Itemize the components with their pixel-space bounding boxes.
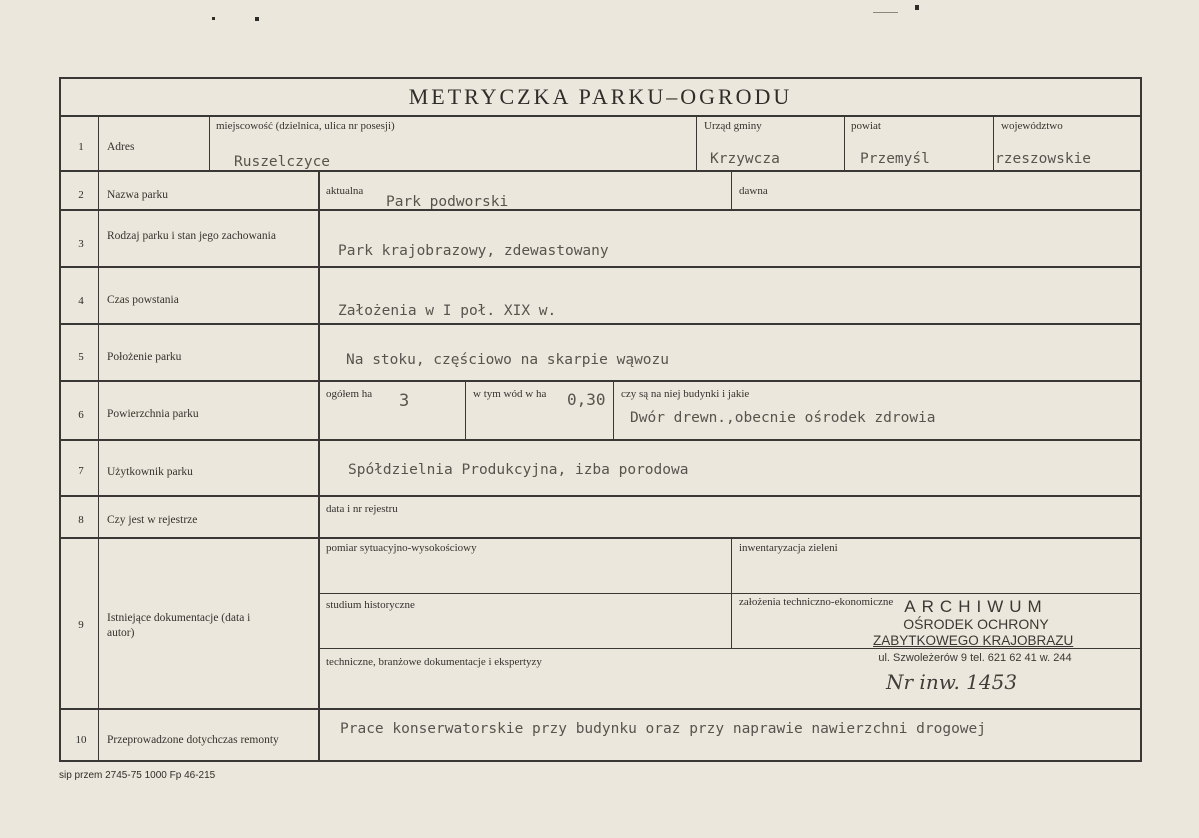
- powiat-label: powiat: [851, 120, 881, 132]
- row-label-repairs: Przeprowadzone dotychczas remonty: [107, 734, 279, 746]
- inventory-number-handwritten: Nr inw. 1453: [886, 670, 1018, 694]
- survey-label: pomiar sytuacyjno-wysokościowy: [326, 542, 477, 554]
- water-area-label: w tym wód w ha: [473, 388, 547, 400]
- row-number: 6: [78, 409, 84, 421]
- location-value: Na stoku, częściowo na skarpie wąwozu: [346, 352, 670, 368]
- row-number: 8: [78, 514, 84, 526]
- total-area-label: ogółem ha: [326, 388, 373, 400]
- buildings-value: Dwór drewn.,obecnie ośrodek zdrowia: [630, 410, 936, 426]
- archive-stamp-subtitle: ZABYTKOWEGO KRAJOBRAZU: [873, 633, 1074, 648]
- row-number: 4: [78, 295, 84, 307]
- water-area-value: 0,30: [567, 390, 606, 409]
- row-number: 5: [78, 351, 84, 363]
- repairs-value: Prace konserwatorskie przy budynku oraz przy naprawie nawierzchni drogowej: [340, 721, 987, 737]
- gmina-value: Krzywcza: [710, 151, 780, 167]
- speck: [212, 17, 215, 20]
- row-label-area: Powierzchnia parku: [107, 408, 199, 420]
- row-label-user: Użytkownik parku: [107, 466, 193, 478]
- row-label-origin: Czas powstania: [107, 294, 179, 306]
- row-number: 10: [75, 734, 87, 746]
- user-value: Spółdzielnia Produkcyjna, izba porodowa: [348, 462, 689, 478]
- register-label: data i nr rejestru: [326, 503, 398, 515]
- row-number: 7: [78, 465, 84, 477]
- technical-econ-label: założenia techniczno-ekonomiczne: [739, 596, 894, 608]
- archive-stamp-institution: OŚRODEK OCHRONY: [903, 616, 1049, 632]
- type-value: Park krajobrazowy, zdewastowany: [338, 243, 609, 259]
- row-label-documentation: Istniejące dokumentacje (data i autor): [107, 612, 251, 639]
- archive-stamp-address: ul. Szwoleżerów 9 tel. 621 62 41 w. 244: [878, 652, 1072, 664]
- row-number: 1: [78, 141, 84, 153]
- current-name-label: aktualna: [326, 185, 364, 197]
- locality-label: miejscowość (dzielnica, ulica nr posesji): [216, 120, 395, 132]
- origin-value: Założenia w I poł. XIX w.: [338, 303, 557, 319]
- wojewodztwo-label: województwo: [1001, 120, 1063, 132]
- powiat-value: Przemyśl: [860, 151, 930, 167]
- total-area-value: 3: [399, 391, 410, 411]
- current-name-value: Park podworski: [386, 194, 509, 210]
- row-label-location: Położenie parku: [107, 351, 182, 363]
- wojewodztwo-value: rzeszowskie: [995, 151, 1092, 167]
- row-label-address: Adres: [107, 141, 135, 153]
- locality-value: Ruszelczyce: [234, 154, 331, 170]
- row-number: 2: [78, 189, 84, 201]
- buildings-label: czy są na niej budynki i jakie: [621, 388, 750, 400]
- speck: [873, 12, 898, 13]
- row-number: 9: [78, 619, 84, 631]
- historical-label: studium historyczne: [326, 599, 415, 611]
- row-label-register: Czy jest w rejestrze: [107, 514, 198, 526]
- row-label-name: Nazwa parku: [107, 189, 168, 201]
- former-name-label: dawna: [739, 185, 768, 197]
- greenery-label: inwentaryzacja zieleni: [739, 542, 838, 554]
- archive-stamp-title: ARCHIWUM: [904, 597, 1048, 616]
- gmina-label: Urząd gminy: [704, 120, 762, 132]
- technical-label: techniczne, branżowe dokumentacje i ekspertyzy: [326, 656, 542, 668]
- row-label-type: Rodzaj parku i stan jego zachowania: [107, 230, 276, 242]
- row-number: 3: [78, 238, 84, 250]
- form-title: METRYCZKA PARKU–OGRODU: [408, 84, 793, 109]
- form-footer: sip przem 2745-75 1000 Fp 46-215: [59, 770, 216, 781]
- speck: [915, 5, 919, 10]
- speck: [255, 17, 259, 21]
